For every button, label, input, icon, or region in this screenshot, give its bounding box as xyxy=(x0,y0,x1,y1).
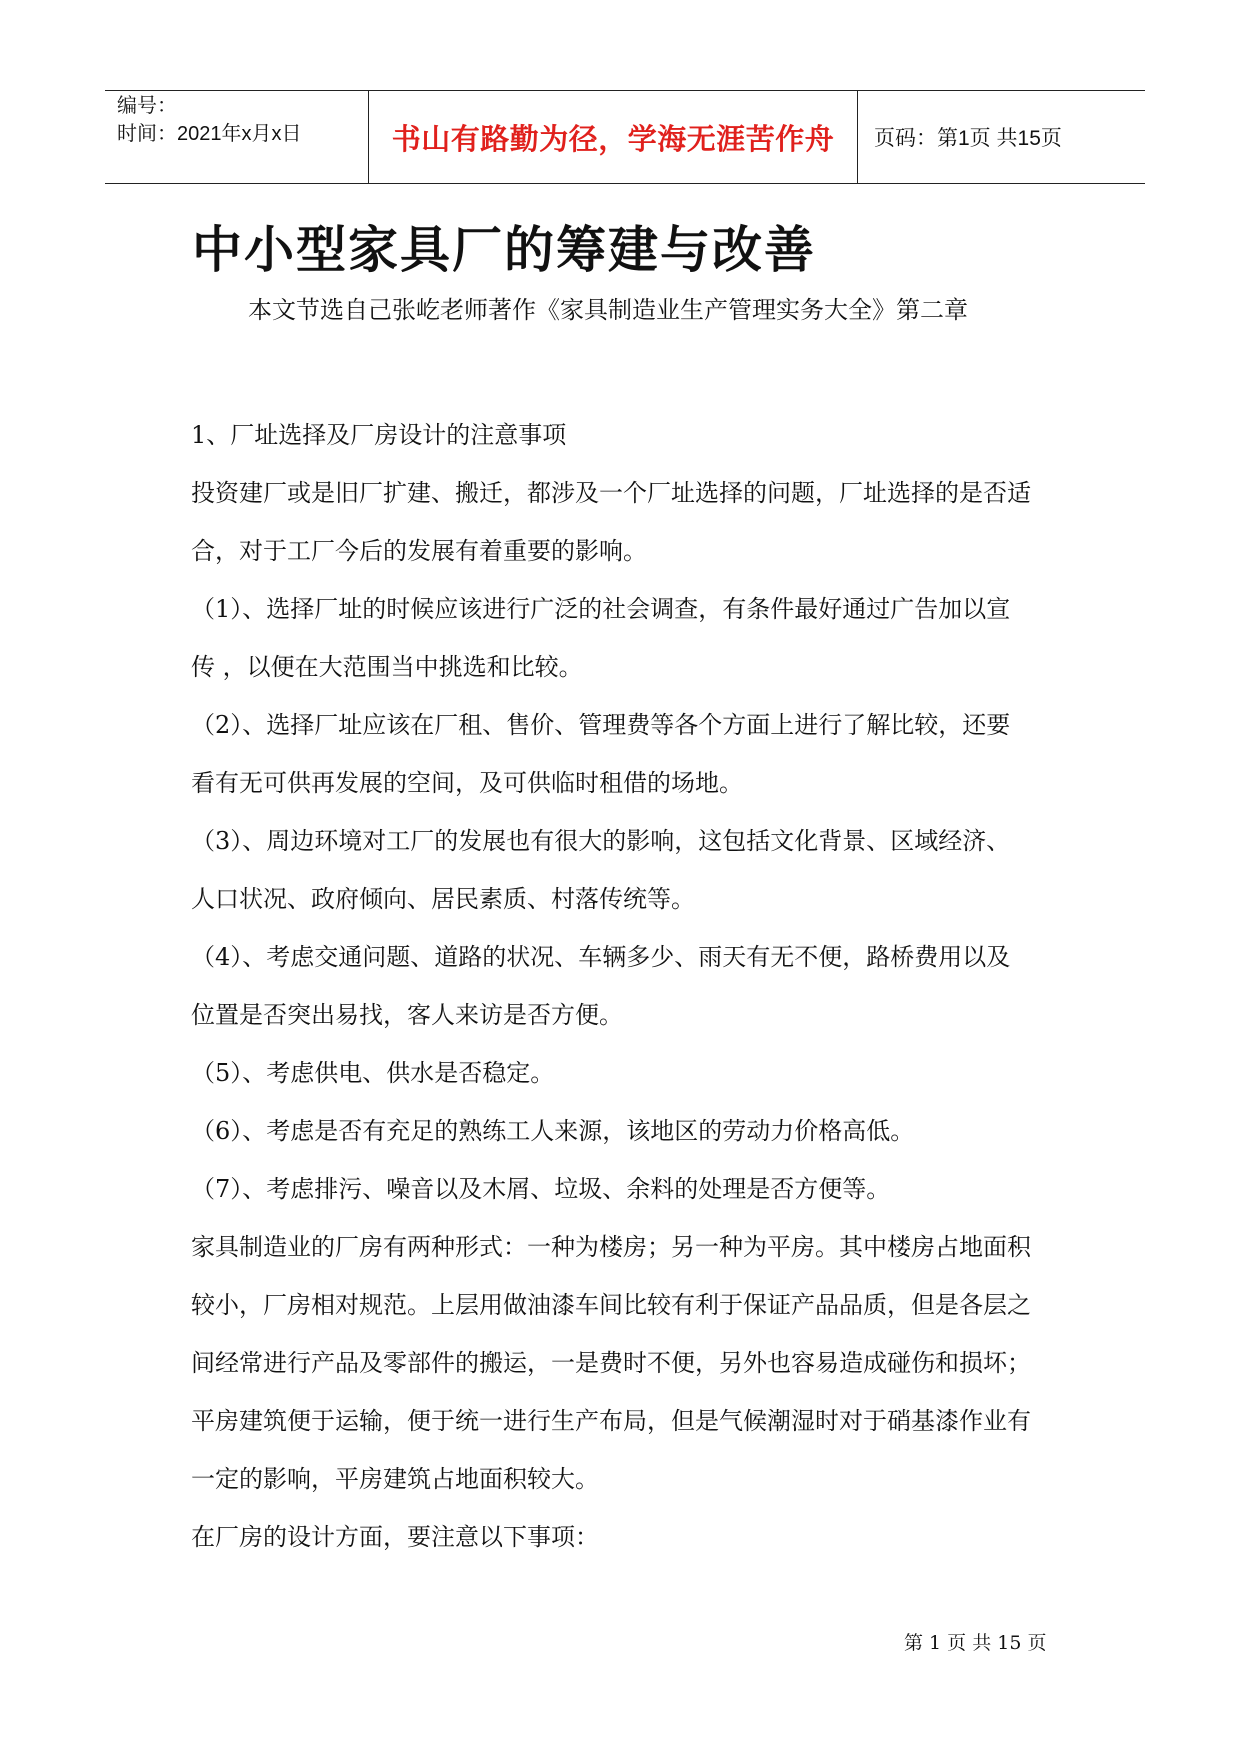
body-line: 投资建厂或是旧厂扩建、搬迁，都涉及一个厂址选择的问题，厂址选择的是否适 xyxy=(191,479,1031,507)
footer-page-number: 第 1 页 共 15 页 xyxy=(904,1632,1047,1654)
section-heading: 1、厂址选择及厂房设计的注意事项 xyxy=(191,421,567,449)
body-line: 人口状况、政府倾向、居民素质、村落传统等。 xyxy=(191,885,695,913)
document-title: 中小型家具厂的筹建与改善 xyxy=(192,220,816,279)
body-line: （4）、考虑交通问题、道路的状况、车辆多少、雨天有无不便，路桥费用以及 xyxy=(191,943,1011,971)
body-line: 在厂房的设计方面，要注意以下事项： xyxy=(191,1523,599,1551)
body-line: 间经常进行产品及零部件的搬运，一是费时不便，另外也容易造成碰伤和损坏； xyxy=(191,1349,1031,1377)
body-line: 传 ，以便在大范围当中挑选和比较。 xyxy=(191,653,583,681)
document-body xyxy=(191,406,1071,1566)
document-subtitle: 本文节选自己张屹老师著作《家具制造业生产管理实务大全》第二章 xyxy=(248,296,968,324)
body-line: （7）、考虑排污、噪音以及木屑、垃圾、余料的处理是否方便等。 xyxy=(191,1175,891,1203)
header-table xyxy=(105,90,1145,184)
body-line: 家具制造业的厂房有两种形式：一种为楼房；另一种为平房。其中楼房占地面积 xyxy=(191,1233,1031,1261)
body-line: （1）、选择厂址的时候应该进行广泛的社会调查，有条件最好通过广告加以宣 xyxy=(191,595,1011,623)
body-line: 较小，厂房相对规范。上层用做油漆车间比较有利于保证产品品质，但是各层之 xyxy=(191,1291,1031,1319)
header-motto: 书山有路勤为径，学海无涯苦作舟 xyxy=(369,91,858,183)
document-number-label: 编号： xyxy=(117,95,177,117)
body-line: 看有无可供再发展的空间，及可供临时租借的场地。 xyxy=(191,769,743,797)
body-line: 一定的影响，平房建筑占地面积较大。 xyxy=(191,1465,599,1493)
header-page-number: 页码：第1页 共15页 xyxy=(874,127,1062,150)
body-line: 合，对于工厂今后的发展有着重要的影响。 xyxy=(191,537,647,565)
body-line: （5）、考虑供电、供水是否稳定。 xyxy=(191,1059,555,1087)
document-time-label: 时间：2021年x月x日 xyxy=(117,123,302,145)
header-meta-cell xyxy=(105,91,369,183)
body-line: 位置是否突出易找，客人来访是否方便。 xyxy=(191,1001,623,1029)
body-line: 平房建筑便于运输，便于统一进行生产布局，但是气候潮湿时对于硝基漆作业有 xyxy=(191,1407,1031,1435)
body-line: （6）、考虑是否有充足的熟练工人来源，该地区的劳动力价格高低。 xyxy=(191,1117,915,1145)
body-line: （2）、选择厂址应该在厂租、售价、管理费等各个方面上进行了解比较，还要 xyxy=(191,711,1011,739)
body-line: （3）、周边环境对工厂的发展也有很大的影响，这包括文化背景、区域经济、 xyxy=(191,827,1011,855)
